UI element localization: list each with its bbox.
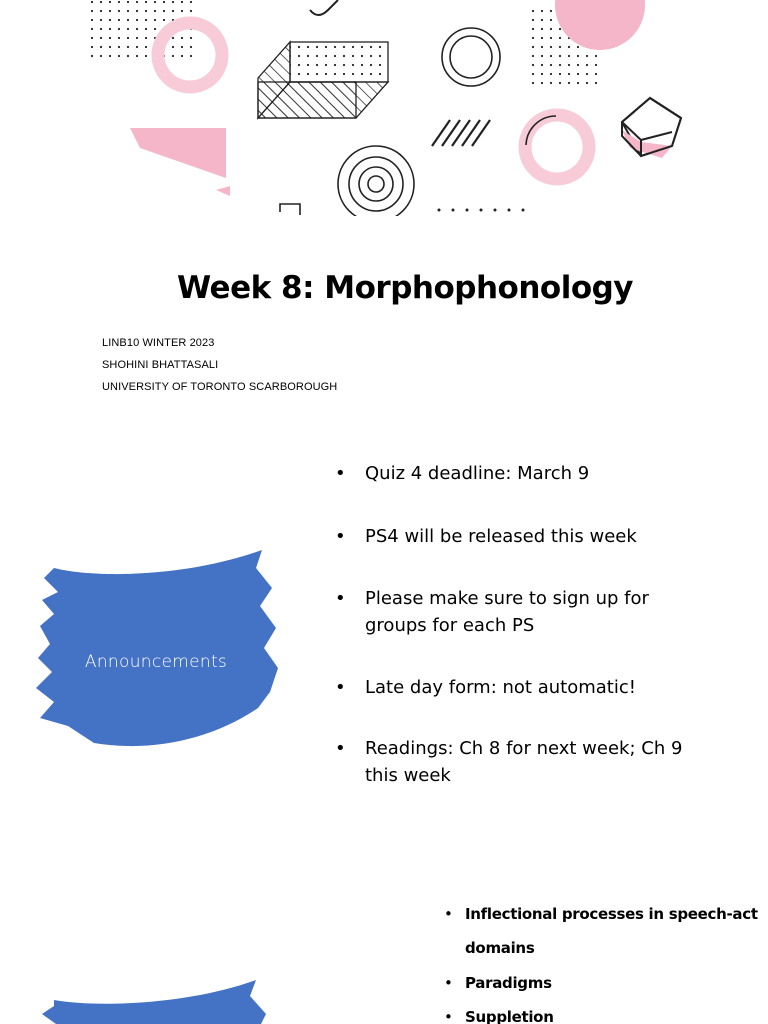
bullet-dot: • [335, 738, 346, 759]
bullet-text: Readings: Ch 8 for next week; Ch 9 this week [365, 738, 683, 786]
paperclip-shape [310, 0, 338, 15]
announcements-slide [0, 430, 768, 850]
title-slide [0, 0, 768, 420]
bullet-dot: • [335, 588, 346, 609]
bullet-dot: • [335, 463, 346, 484]
bullet-dot: • [444, 905, 453, 923]
dotted-line-shape [438, 209, 525, 212]
concentric-circles-shape [338, 146, 414, 222]
small-square-shape [280, 204, 300, 215]
geometric-hero-illustration [0, 0, 768, 245]
hatched-box-base [258, 82, 356, 118]
blue-brush-stroke [40, 978, 270, 1024]
blue-brush-stroke [34, 548, 280, 753]
bullet-text: Suppletion [465, 1008, 554, 1024]
dotted-box-top [290, 42, 388, 82]
bullet-text: Inflectional processes in speech-act domains [465, 905, 758, 957]
bullet-dot: • [335, 677, 346, 698]
slide-title: Week 8: Morphophonology [176, 270, 634, 306]
bullet-text: Quiz 4 deadline: March 9 [365, 463, 590, 484]
topics-slide [0, 880, 768, 1024]
pink-wedge-shape [130, 128, 226, 178]
course-code: LINB10 WINTER 2023 [102, 337, 215, 349]
slash-lines-shape [432, 120, 490, 146]
bullet-text: Please make sure to sign up for groups for each PS [365, 588, 649, 636]
bullet-text: Late day form: not automatic! [365, 677, 636, 698]
cube-shape [622, 98, 681, 158]
institution-name: UNIVERSITY OF TORONTO SCARBOROUGH [102, 381, 338, 393]
bullet-dot: • [444, 1008, 453, 1024]
bullet-dot: • [335, 526, 346, 547]
bullet-text: Paradigms [465, 974, 552, 992]
bullet-dot: • [444, 974, 453, 992]
bullet-text: PS4 will be released this week [365, 526, 637, 547]
announcements-heading: Announcements [84, 652, 228, 672]
instructor-name: SHOHINI BHATTASALI [102, 359, 219, 371]
